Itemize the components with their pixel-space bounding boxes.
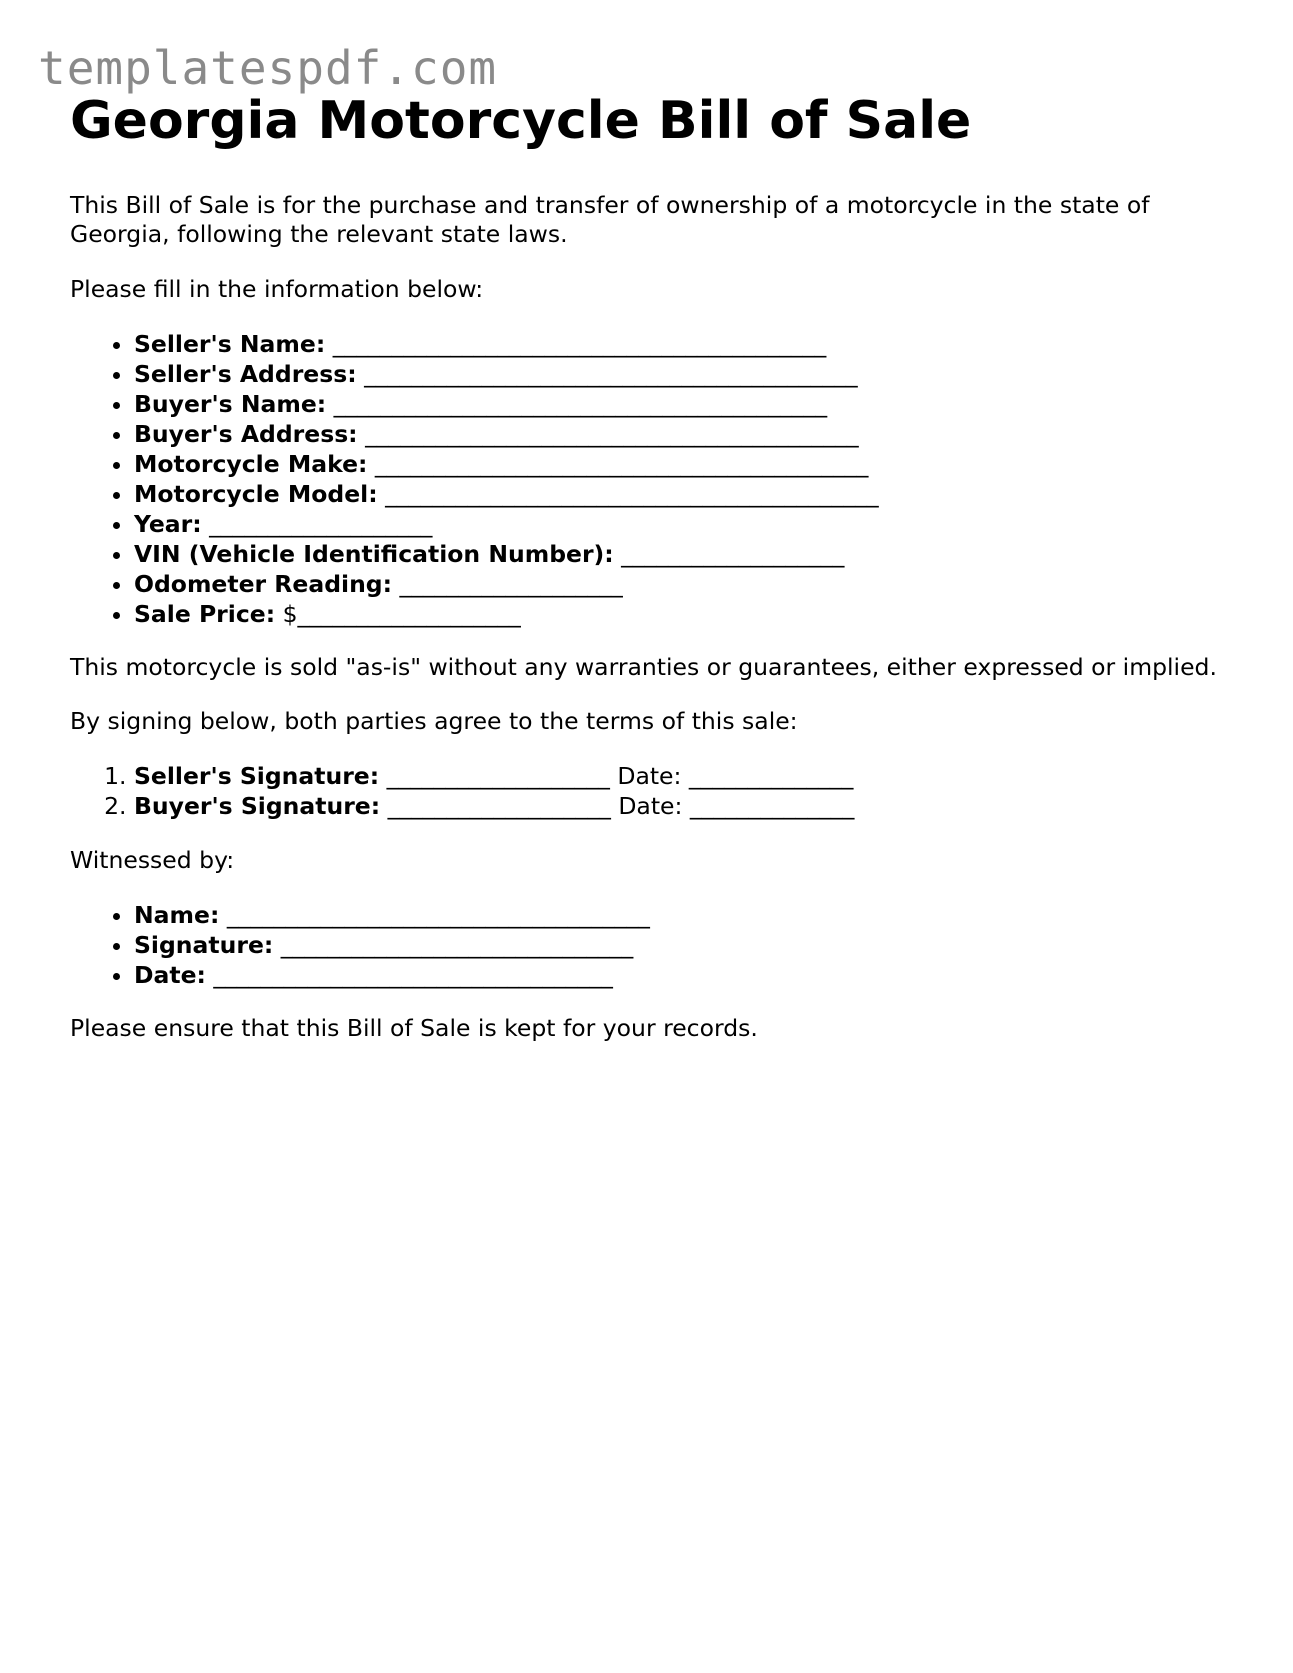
as-is-disclaimer: This motorcycle is sold "as-is" without any warranties or guarantees, either expressed or implied.	[70, 653, 1217, 681]
signature-buyer	[134, 791, 1230, 821]
witness-prompt: Witnessed by:	[70, 846, 235, 874]
fill-prompt: Please fill in the information below:	[70, 275, 484, 303]
witness-name	[134, 900, 1230, 930]
sale-fields-list	[70, 329, 1230, 629]
signature-label: Seller's Signature:	[134, 762, 380, 790]
field-label: Sale Price:	[134, 600, 276, 628]
witness-blank[interactable]: ______________________________	[273, 931, 634, 959]
field-blank[interactable]: $___________________	[275, 600, 521, 628]
signature-label: Buyer's Signature:	[134, 792, 381, 820]
field-blank[interactable]: ___________________	[392, 570, 623, 598]
witness-blank[interactable]: __________________________________	[205, 961, 613, 989]
field-label: Buyer's Address:	[134, 420, 358, 448]
closing-note: Please ensure that this Bill of Sale is kept for your records.	[70, 1014, 758, 1042]
intro-paragraph: This Bill of Sale is for the purchase and transfer of ownership of a motorcycle in the state of Georgia, following the relevant state laws.	[70, 191, 1150, 248]
field-year	[134, 509, 1230, 539]
field-buyer-name	[134, 389, 1230, 419]
signature-blank[interactable]: ___________________ Date: ______________	[379, 762, 854, 790]
field-buyer-address	[134, 419, 1230, 449]
field-label: Motorcycle Model:	[134, 480, 378, 508]
field-blank[interactable]: ___________________	[613, 540, 845, 568]
witness-label: Date:	[134, 961, 206, 989]
field-blank[interactable]: __________________________________________	[356, 360, 858, 388]
field-blank[interactable]: __________________________________________	[326, 390, 828, 418]
field-label: Year:	[134, 510, 202, 538]
field-blank[interactable]: __________________________________________	[357, 420, 859, 448]
field-seller-name	[134, 329, 1230, 359]
field-seller-address	[134, 359, 1230, 389]
field-label: Buyer's Name:	[134, 390, 327, 418]
watermark-text: templatespdf.com	[38, 41, 498, 95]
field-label: Motorcycle Make:	[134, 450, 368, 478]
witness-fields-list	[70, 900, 1230, 990]
field-sale-price	[134, 599, 1230, 629]
witness-label: Signature:	[134, 931, 274, 959]
agree-prompt: By signing below, both parties agree to the terms of this sale:	[70, 707, 798, 735]
field-blank[interactable]: __________________________________________	[367, 450, 869, 478]
field-blank[interactable]: __________________________________________	[325, 330, 827, 358]
field-motorcycle-model	[134, 479, 1230, 509]
field-blank[interactable]: ___________________	[201, 510, 433, 538]
witness-signature	[134, 930, 1230, 960]
signature-blank[interactable]: ___________________ Date: ______________	[380, 792, 855, 820]
field-motorcycle-make	[134, 449, 1230, 479]
document-page	[70, 88, 1230, 1043]
field-blank[interactable]: __________________________________________	[377, 480, 879, 508]
field-vin	[134, 539, 1230, 569]
field-odometer-reading	[134, 569, 1230, 599]
signature-seller	[134, 761, 1230, 791]
signatures-list	[70, 761, 1230, 821]
witness-date	[134, 960, 1230, 990]
witness-blank[interactable]: ____________________________________	[219, 901, 650, 929]
witness-label: Name:	[134, 901, 220, 929]
field-label: VIN (Vehicle Identification Number):	[134, 540, 614, 568]
field-label: Odometer Reading:	[134, 570, 393, 598]
document-title: Georgia Motorcycle Bill of Sale	[70, 91, 972, 151]
field-label: Seller's Address:	[134, 360, 357, 388]
field-label: Seller's Name:	[134, 330, 326, 358]
